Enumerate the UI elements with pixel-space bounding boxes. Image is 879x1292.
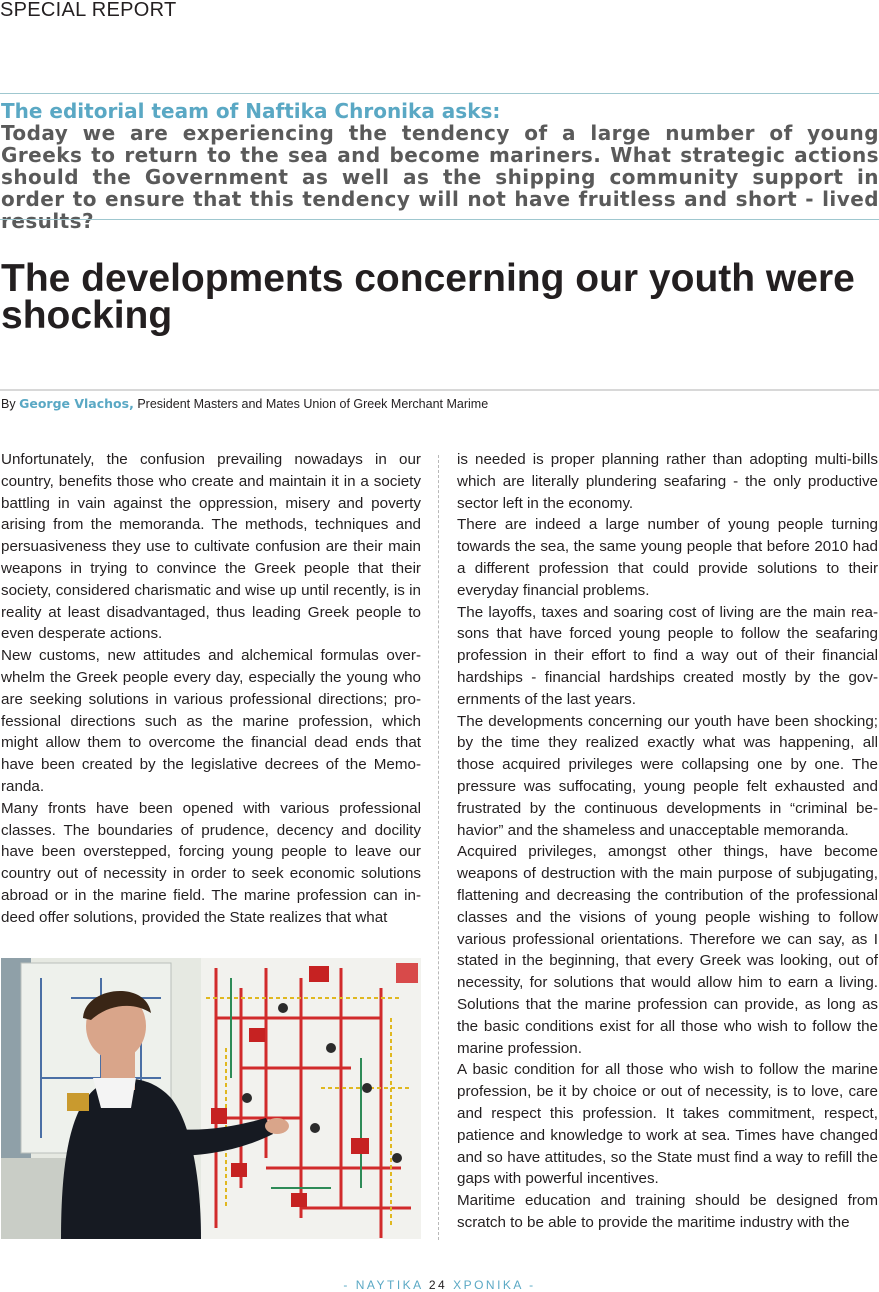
footer-right: ΧΡΟΝΙΚΑ - [453,1278,536,1292]
byline-rule [0,389,879,391]
paragraph: New customs, new attitudes and alchemical formulas overwhelm the Greek people every day, especially the young who are seeking solutions in various professional directions; professional directions such as the marine profession, which might allow them to overcome the financial dead ends that have been created by the legislative decrees of the Memoranda. [1,647,421,795]
page-number: 24 [428,1278,448,1292]
paragraph: There are indeed a large number of young people turning towards the sea, the same young people that before 2010 had a different profession that could provide solutions to their everyday financial problems. [457,516,878,599]
paragraph: A basic condition for all those who wish to follow the marine profession, be it by choice or out of necessity, is to love, care and respect this profession. It takes commitment, respect, patience and knowledge to work at sea. Times have changed and so have attitudes, so the State must find a way to refill the gaps with powerful incentives. [457,1061,878,1188]
paragraph: is needed is proper planning rather than adopting multi-bills which are literally plundering seafaring - the only productive sector left in the economy. [457,451,878,512]
footer-left: - ΝΑΥΤΙΚΑ [343,1278,424,1292]
right-column [457,449,878,1234]
author-role: President Masters and Mates Union of Greek Merchant Marime [137,397,489,411]
paragraph: The developments concerning our youth have been shocking; by the time they realized exactly what was happening, all those acquired privileges were collapsing one by one. The pressure was suffocating, young people felt exhausted and frustrated by the continuous developments in “criminal behavior” and the shameless and unacceptable memoranda. [457,712,878,839]
paragraph: The layoffs, taxes and soaring cost of living are the main reasons that have forced young people to follow the seafaring profession in their effort to find a way out of their financial hardships - financial hardships created mostly by the governments of the last years. [457,603,878,708]
author-name: George Vlachos, [19,396,134,411]
question-lead: The editorial team of Naftika Chronika asks: [1,99,501,123]
paragraph: Unfortunately, the confusion prevailing nowadays in our country, benefits those who create and maintain it in a society battling in vain against the oppression, misery and poverty arising from the memoranda. The methods, techniques and persuasiveness they use to cultivate confusion are their main weapons in trying to convince the Greek people that their society, considered charismatic and wise up until recently, is in reality at least disadvantaged, thus leading Greek people to even desperate actions. [1,451,421,643]
byline [1,396,488,412]
top-rule [0,93,879,94]
article-photo [1,958,421,1239]
page-footer [0,1278,879,1292]
column-divider [438,455,439,1240]
section-label: SPECIAL REPORT [0,0,177,21]
middle-rule [0,219,879,220]
paragraph: Maritime education and training should be designed from scratch to be able to provide the maritime industry with the [457,1192,878,1231]
article-headline: The developments concerning our youth were shocking [1,257,855,337]
photo-engine-control-room [1,958,421,1239]
byline-prefix: By [1,397,16,411]
editorial-question [1,101,879,232]
paragraph: Acquired privileges, amongst other things, have become weapons of destruction with the main purpose of subjugating, flattening and decreasing the contribution of the professional classes and the visions of young people wishing to follow various professional orientations. Therefore we can say, as I stated in the beginning, that every Greek was looking, out of necessity, for solutions that would allow him to earn a living. Solutions that the marine profession can provide, as long as the basic conditions exist for all those who wish to follow the marine profession. [457,843,878,1057]
left-column [1,449,421,929]
question-body: Today we are experiencing the tendency of a large number of young Greeks to return to the sea and become mariners. What strategic actions should the Government as well as the shipping community support in order to ensure that this tendency will not have fruitless and short - lived results? [1,121,879,233]
paragraph: Many fronts have been opened with various professional classes. The boundaries of prudence, decency and docility have been overstepped, forcing young people to leave our country out of necessity in order to seek economic solutions abroad or in the marine field. The marine profession can indeed offer solutions, provided the State realizes that what [1,799,421,926]
